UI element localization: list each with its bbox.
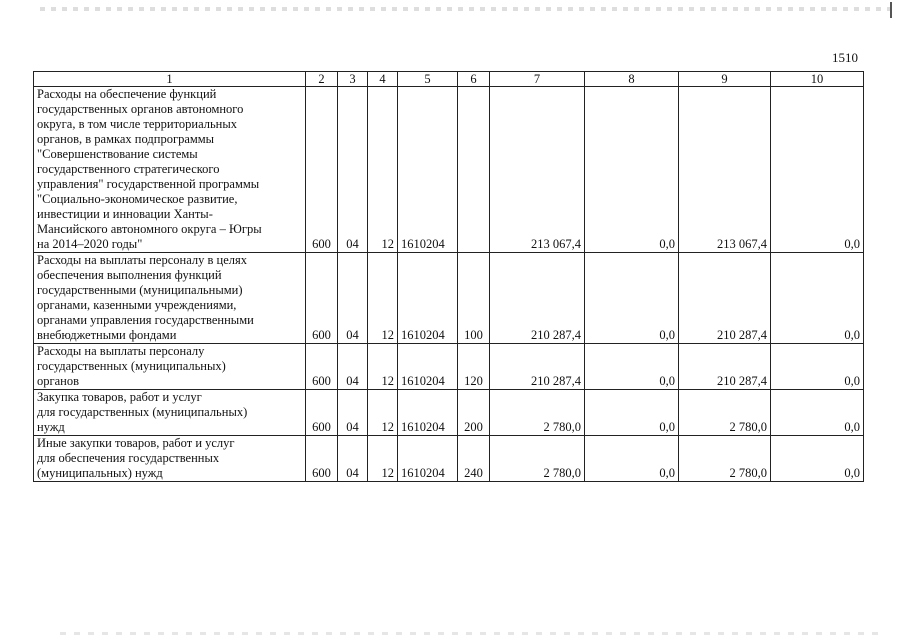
- cell-section: 600: [306, 253, 338, 344]
- header-col-4: 4: [368, 72, 398, 87]
- cell-district: 213 067,4: [679, 87, 771, 253]
- table-row: [34, 253, 864, 344]
- cell-other: 0,0: [771, 253, 864, 344]
- header-col-10: 10: [771, 72, 864, 87]
- header-col-8: 8: [585, 72, 679, 87]
- description-line: Мансийского автономного округа – Югры: [37, 222, 262, 236]
- cell-section: 600: [306, 436, 338, 482]
- cell-other: 0,0: [771, 87, 864, 253]
- cell-other: 0,0: [771, 390, 864, 436]
- cell-subsection: 12: [368, 87, 398, 253]
- cell-total: 2 780,0: [490, 390, 585, 436]
- cell-subsection: 12: [368, 390, 398, 436]
- cell-target-article: 1610204: [398, 436, 458, 482]
- description-line: органов, в рамках подпрограммы: [37, 132, 215, 146]
- cell-target-article: 1610204: [398, 253, 458, 344]
- cell-subsection: 12: [368, 436, 398, 482]
- cell-federal: 0,0: [585, 436, 679, 482]
- header-col-6: 6: [458, 72, 490, 87]
- cell-district: 2 780,0: [679, 436, 771, 482]
- header-col-7: 7: [490, 72, 585, 87]
- description-line: государственными (муниципальными): [37, 283, 243, 297]
- header-col-5: 5: [398, 72, 458, 87]
- description-line: (муниципальных) нужд: [37, 466, 163, 480]
- cell-federal: 0,0: [585, 253, 679, 344]
- cell-target-article: 1610204: [398, 390, 458, 436]
- cell-expense-type: 100: [458, 253, 490, 344]
- cell-federal: 0,0: [585, 344, 679, 390]
- description-line: округа, в том числе территориальных: [37, 117, 238, 131]
- scan-noise-top: [40, 7, 890, 11]
- cell-chapter: 04: [338, 253, 368, 344]
- header-col-1: 1: [34, 72, 306, 87]
- header-col-9: 9: [679, 72, 771, 87]
- description-line: органами управления государственными: [37, 313, 254, 327]
- cell-total: 213 067,4: [490, 87, 585, 253]
- cell-federal: 0,0: [585, 87, 679, 253]
- cell-total: 2 780,0: [490, 436, 585, 482]
- description-line: для обеспечения государственных: [37, 451, 220, 465]
- row-description: [34, 344, 306, 390]
- cell-other: 0,0: [771, 344, 864, 390]
- row-description: [34, 253, 306, 344]
- description-line: управления" государственной программы: [37, 177, 260, 191]
- scan-edge-mark: [890, 2, 892, 18]
- cell-chapter: 04: [338, 390, 368, 436]
- description-line: государственных органов автономного: [37, 102, 244, 116]
- cell-target-article: 1610204: [398, 344, 458, 390]
- description-line: внебюджетными фондами: [37, 328, 177, 342]
- description-line: органами, казенными учреждениями,: [37, 298, 237, 312]
- description-line: Расходы на обеспечение функций: [37, 87, 217, 101]
- description-line: Расходы на выплаты персоналу: [37, 344, 205, 358]
- cell-district: 210 287,4: [679, 344, 771, 390]
- scan-noise-bottom: [60, 632, 880, 635]
- cell-total: 210 287,4: [490, 253, 585, 344]
- cell-chapter: 04: [338, 344, 368, 390]
- table-row: [34, 436, 864, 482]
- description-line: Иные закупки товаров, работ и услуг: [37, 436, 235, 450]
- cell-subsection: 12: [368, 253, 398, 344]
- cell-target-article: 1610204: [398, 87, 458, 253]
- cell-expense-type: 200: [458, 390, 490, 436]
- description-line: инвестиции и инновации Ханты-: [37, 207, 213, 221]
- cell-district: 210 287,4: [679, 253, 771, 344]
- description-line: для государственных (муниципальных): [37, 405, 248, 419]
- cell-federal: 0,0: [585, 390, 679, 436]
- cell-subsection: 12: [368, 344, 398, 390]
- description-line: государственных (муниципальных): [37, 359, 226, 373]
- cell-expense-type: 120: [458, 344, 490, 390]
- description-line: государственного стратегического: [37, 162, 220, 176]
- row-description: [34, 390, 306, 436]
- cell-section: 600: [306, 344, 338, 390]
- cell-chapter: 04: [338, 87, 368, 253]
- header-col-2: 2: [306, 72, 338, 87]
- cell-other: 0,0: [771, 436, 864, 482]
- description-line: обеспечения выполнения функций: [37, 268, 222, 282]
- description-line: органов: [37, 374, 80, 388]
- cell-section: 600: [306, 87, 338, 253]
- table-row: [34, 87, 864, 253]
- budget-table: [33, 71, 864, 482]
- cell-section: 600: [306, 390, 338, 436]
- cell-district: 2 780,0: [679, 390, 771, 436]
- description-line: "Социально-экономическое развитие,: [37, 192, 238, 206]
- description-line: "Совершенствование системы: [37, 147, 198, 161]
- cell-expense-type: [458, 87, 490, 253]
- header-col-3: 3: [338, 72, 368, 87]
- description-line: на 2014–2020 годы": [37, 237, 143, 251]
- table-row: [34, 390, 864, 436]
- description-line: Закупка товаров, работ и услуг: [37, 390, 202, 404]
- table-row: [34, 344, 864, 390]
- row-description: [34, 436, 306, 482]
- cell-total: 210 287,4: [490, 344, 585, 390]
- header-row: [34, 72, 864, 87]
- description-line: нужд: [37, 420, 65, 434]
- description-line: Расходы на выплаты персоналу в целях: [37, 253, 247, 267]
- cell-expense-type: 240: [458, 436, 490, 482]
- page-number: 1510: [832, 50, 858, 65]
- row-description: [34, 87, 306, 253]
- cell-chapter: 04: [338, 436, 368, 482]
